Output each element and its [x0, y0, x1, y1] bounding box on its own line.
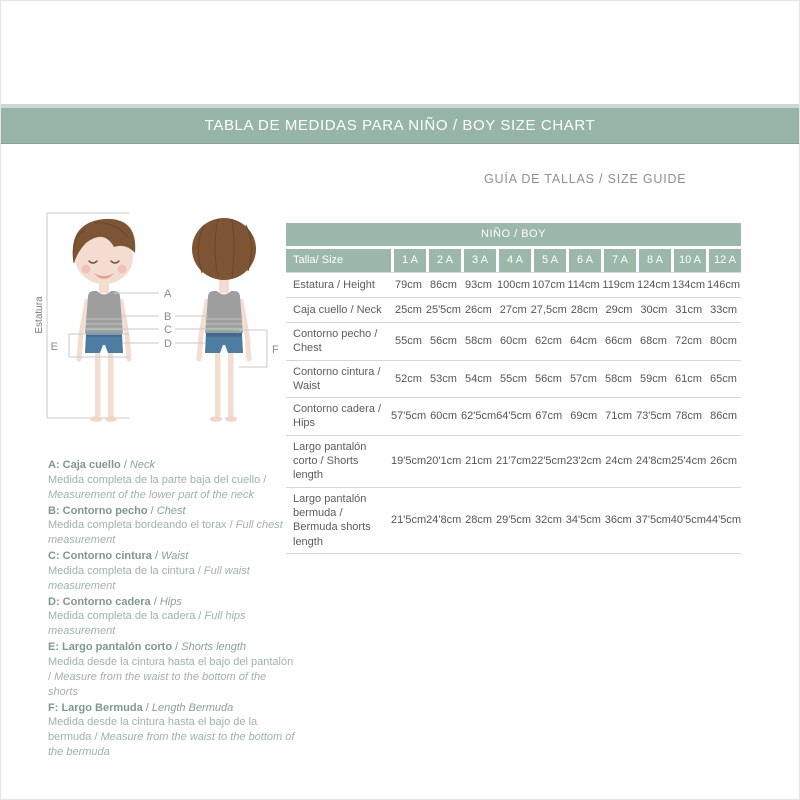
measurement-cell: 32cm — [534, 514, 562, 527]
legend-item-title — [48, 504, 298, 519]
row-label: Contorno cadera / Hips — [293, 403, 382, 430]
measurement-cell: 146cm — [706, 279, 741, 291]
legend-letter-and-name: D: Contorno cadera — [48, 595, 151, 608]
boy-back-figure — [192, 218, 256, 422]
measurement-cell: 40'5cm — [670, 514, 706, 527]
measurement-cell: 23'2cm — [566, 455, 602, 468]
measurement-cell: 33cm — [710, 304, 737, 316]
row-label: Largo pantalón corto / Shorts length — [293, 440, 367, 482]
legend-item-description — [48, 473, 298, 503]
legend-item — [48, 458, 298, 503]
row-label: Contorno pecho / Chest — [293, 328, 378, 355]
measurement-cell: 27cm — [499, 304, 527, 316]
marker-b-label: B — [164, 311, 172, 323]
legend-item-description — [48, 518, 298, 548]
measurement-cell: 26cm — [710, 455, 738, 468]
measurement-cell: 57'5cm — [391, 410, 427, 423]
legend-item-description — [48, 564, 298, 594]
size-col-header: 10 A — [674, 249, 706, 272]
legend-desc-en: Full hips measurement — [48, 610, 246, 638]
legend-item — [48, 701, 298, 760]
measurement-cell: 134cm — [671, 279, 706, 291]
legend-separator: / — [120, 459, 130, 471]
size-col-header: 1 A — [394, 249, 426, 272]
legend-desc-es: Medida completa de la cintura / — [48, 564, 204, 577]
measurement-cell: 37'5cm — [635, 514, 671, 527]
boy-measurement-illustration — [34, 207, 286, 449]
size-col-header: 4 A — [499, 249, 531, 272]
measurement-cell: 93cm — [465, 279, 492, 291]
boy-figures-svg — [34, 207, 286, 449]
legend-separator: / — [151, 550, 162, 563]
size-col-header: 8 A — [639, 249, 671, 272]
measurement-cell: 21'7cm — [495, 455, 532, 468]
row-label: Contorno cintura / Waist — [293, 365, 381, 392]
table-row — [286, 398, 741, 436]
row-label: Estatura / Height — [293, 278, 375, 291]
table-group-header: NIÑO / BOY — [286, 223, 741, 246]
measurement-cell: 29'5cm — [495, 514, 532, 527]
legend-item-description — [48, 655, 298, 700]
legend-item — [48, 549, 298, 594]
marker-d-label: D — [164, 338, 172, 350]
legend-item — [48, 640, 298, 699]
legend-separator: / — [172, 641, 182, 654]
measurement-cell: 25cm — [394, 304, 422, 316]
measurement-cell: 107cm — [531, 279, 566, 291]
measurement-cell: 28cm — [465, 514, 493, 527]
measurement-cell: 78cm — [675, 410, 703, 423]
legend-letter-and-name: E: Largo pantalón corto — [48, 641, 173, 654]
table-column-header-row — [286, 249, 741, 272]
legend-separator: / — [142, 701, 152, 714]
measurement-cell: 24'8cm — [426, 514, 462, 527]
row-label: Caja cuello / Neck — [293, 303, 382, 316]
measurement-cell: 31cm — [675, 304, 703, 316]
legend-item — [48, 504, 298, 549]
marker-a-label: A — [164, 288, 172, 300]
legend-desc-en: Measure from the waist to the bottom of the shorts — [48, 670, 267, 698]
legend-item-title — [48, 701, 298, 716]
measurement-cell: 55cm — [500, 372, 527, 385]
measurement-cell: 124cm — [636, 279, 671, 291]
legend-item-title — [48, 640, 298, 655]
talla-size-header: Talla/ Size — [286, 249, 391, 272]
measurement-cell: 69cm — [570, 410, 598, 423]
size-col-header: 6 A — [569, 249, 601, 272]
legend-desc-es: Medida desde la cintura hasta el bajo del pantalón / — [48, 655, 294, 683]
measurement-cell: 53cm — [430, 372, 457, 385]
legend-desc-es: Medida completa de la cadera / — [48, 610, 205, 623]
measurement-cell: 72cm — [675, 335, 702, 348]
legend-item-description — [48, 715, 298, 760]
measurement-cell: 56cm — [430, 335, 457, 348]
measurement-cell: 65cm — [710, 372, 737, 385]
size-guide-subtitle: GUÍA DE TALLAS / SIZE GUIDE — [484, 172, 687, 186]
measurement-cell: 44'5cm — [705, 514, 741, 527]
measurement-cell: 80cm — [710, 335, 737, 348]
measurement-cell: 52cm — [395, 372, 422, 385]
measurement-cell: 21'5cm — [391, 514, 427, 527]
legend — [48, 458, 298, 761]
table-row — [286, 361, 741, 399]
measurement-cell: 36cm — [604, 514, 632, 527]
measurement-cell: 20'1cm — [426, 455, 462, 468]
measurement-cell: 58cm — [605, 372, 632, 385]
page-title: TABLA DE MEDIDAS PARA NIÑO / BOY SIZE CHART — [1, 108, 799, 144]
table-row — [286, 273, 741, 298]
measurement-cell: 71cm — [605, 410, 633, 423]
measurement-cell: 119cm — [602, 279, 635, 291]
table-row — [286, 323, 741, 361]
measurement-cell: 73'5cm — [636, 410, 672, 423]
estatura-label: Estatura — [34, 296, 45, 334]
row-label: Largo pantalón bermuda / Bermuda shorts length — [293, 492, 371, 548]
table-body — [286, 272, 741, 554]
measurement-cell: 24cm — [605, 455, 633, 468]
marker-e-label: E — [50, 341, 58, 353]
legend-desc-es: Medida completa de la parte baja del cuello / — [48, 473, 267, 486]
measurement-cell: 64cm — [570, 335, 597, 348]
measurement-cell: 59cm — [640, 372, 667, 385]
measurement-cell: 62cm — [535, 335, 562, 348]
legend-desc-en: Full waist measurement — [48, 564, 250, 592]
legend-item — [48, 595, 298, 640]
table-row — [286, 436, 741, 488]
measurement-cell: 64'5cm — [496, 410, 532, 423]
size-col-header: 5 A — [534, 249, 566, 272]
size-col-header: 2 A — [429, 249, 461, 272]
legend-name-en: Waist — [161, 550, 189, 563]
legend-name-en: Chest — [156, 504, 186, 517]
measurement-cell: 22'5cm — [531, 455, 567, 468]
boy-front-figure — [73, 219, 135, 422]
measurement-cell: 114cm — [567, 279, 600, 291]
measurement-cell: 68cm — [640, 335, 667, 348]
legend-name-en: Shorts length — [181, 641, 247, 654]
legend-letter-and-name: F: Largo Bermuda — [48, 701, 143, 714]
legend-letter-and-name: B: Contorno pecho — [48, 504, 148, 517]
measurement-cell: 79cm — [395, 279, 422, 291]
table-row — [286, 488, 741, 554]
measurement-cell: 54cm — [465, 372, 492, 385]
measurement-cell: 66cm — [605, 335, 632, 348]
legend-item-title — [48, 458, 298, 473]
legend-item-title — [48, 549, 298, 564]
legend-separator: / — [147, 504, 157, 517]
measurement-cell: 24'8cm — [636, 455, 672, 468]
measurement-cell: 19'5cm — [391, 455, 427, 468]
legend-letter-and-name: A: Caja cuello — [48, 459, 121, 471]
measurement-cell: 30cm — [640, 304, 668, 316]
marker-f-label: F — [272, 344, 279, 356]
legend-item-description — [48, 609, 298, 639]
measurement-cell: 21cm — [465, 455, 493, 468]
marker-c-label: C — [164, 324, 172, 336]
measurement-cell: 60cm — [500, 335, 527, 348]
measurement-cell: 26cm — [464, 304, 492, 316]
measurement-cell: 100cm — [496, 279, 531, 291]
legend-letter-and-name: C: Contorno cintura — [48, 550, 152, 563]
size-col-header: 7 A — [604, 249, 636, 272]
measurement-cell: 25'4cm — [671, 455, 707, 468]
table-row — [286, 298, 741, 323]
measurement-cell: 27,5cm — [530, 304, 567, 316]
measurement-cell: 34'5cm — [565, 514, 601, 527]
measurement-cell: 25'5cm — [425, 304, 461, 316]
measurement-cell: 28cm — [570, 304, 598, 316]
size-col-header: 12 A — [709, 249, 741, 272]
size-col-header: 3 A — [464, 249, 496, 272]
legend-desc-en: Measure from the waist to the bottom of the bermuda — [48, 731, 295, 759]
legend-name-en: Neck — [129, 459, 155, 471]
legend-name-en: Length Bermuda — [151, 701, 234, 714]
measurement-cell: 62'5cm — [461, 410, 497, 423]
measurement-cell: 58cm — [465, 335, 492, 348]
legend-desc-en: Full chest measurement — [48, 519, 283, 547]
measurement-cell: 61cm — [675, 372, 702, 385]
measurement-cell: 56cm — [535, 372, 562, 385]
size-table — [286, 223, 741, 554]
measurement-cell: 29cm — [605, 304, 633, 316]
legend-name-en: Hips — [159, 595, 182, 608]
measurement-cell: 86cm — [430, 279, 457, 291]
legend-desc-es: Medida desde la cintura hasta el bajo de la bermuda / — [48, 716, 258, 744]
measurement-cell: 60cm — [430, 410, 458, 423]
legend-item-title — [48, 595, 298, 610]
measurement-cell: 57cm — [570, 372, 597, 385]
measurement-cell: 86cm — [710, 410, 738, 423]
measurement-cell: 67cm — [535, 410, 563, 423]
measurement-cell: 55cm — [395, 335, 422, 348]
legend-separator: / — [150, 595, 160, 608]
legend-desc-es: Medida completa bordeando el torax / — [48, 519, 236, 532]
legend-desc-en: Measurement of the lower part of the neck — [48, 488, 255, 501]
